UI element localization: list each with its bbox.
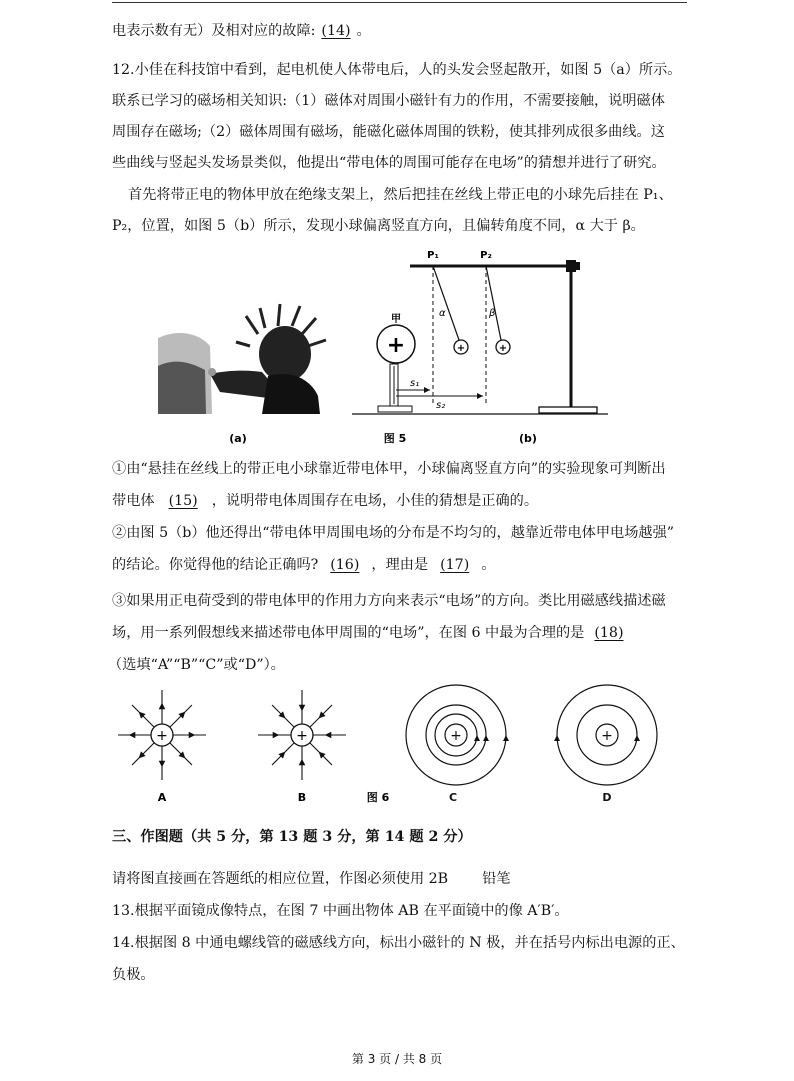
line-14-text: 电表示数有无）及相对应的故障: <box>112 23 316 39</box>
sub3-line2 <box>112 624 692 642</box>
fig6-label-a: A <box>157 791 167 804</box>
fig6-option-a <box>118 690 206 804</box>
sub3-line3: （选填“A”“B”“C”或“D”）。 <box>108 657 285 673</box>
blank-16: (16) <box>330 557 360 573</box>
sub2-line2 <box>112 556 692 574</box>
fig5-label-p2: P₂ <box>480 250 492 261</box>
fig5-label-alpha: α <box>439 308 446 319</box>
fig6-option-c <box>406 685 509 804</box>
fig5-label-beta: β <box>489 308 496 319</box>
q12-line6: P₂，位置，如图 5（b）所示，发现小球偏离竖直方向，且偏转角度不同，α 大于 β。 <box>112 218 645 234</box>
sub1-text-b: ，说明带电体周围存在电场，小佳的猜想是正确的。 <box>211 493 539 509</box>
instruction-text: 请将图直接画在答题纸的相应位置，作图必须使用 2B <box>112 871 449 887</box>
fig5-caption-a: (a) <box>229 432 247 445</box>
fig6-label-b: B <box>297 791 307 804</box>
fig6-label-c: C <box>448 791 458 804</box>
q14-line2: 负极。 <box>112 967 155 983</box>
fig5a-photo <box>158 304 326 414</box>
sub2-text-b: ，理由是 <box>371 557 429 573</box>
fig6-a-plus: + <box>156 728 168 744</box>
q12-line5: 首先将带正电的物体甲放在绝缘支架上，然后把挂在丝线上带正电的小球先后挂在 P₁、 <box>128 187 673 203</box>
blank-17: (17) <box>440 557 470 573</box>
fig5-jia-plus: + <box>386 333 406 358</box>
top-rule <box>112 2 687 3</box>
line-14-tail: 。 <box>356 23 371 39</box>
fig6-option-d <box>554 685 657 804</box>
sub1-text-a: 带电体 <box>112 493 155 509</box>
fig5-caption-b: (b) <box>519 432 537 445</box>
page-footer: 第 3 页 / 共 8 页 <box>351 1052 443 1066</box>
q12-line3: 周围存在磁场;（2）磁体周围有磁场，能磁化磁体周围的铁粉，使其排列成很多曲线。这 <box>112 124 665 140</box>
q12-line2: 联系已学习的磁场相关知识:（1）磁体对周围小磁针有力的作用，不需要接触，说明磁体 <box>112 93 665 109</box>
sub3-line1: ③如果用正电荷受到的带电体甲的作用力方向来表示“电场”的方向。类比用磁感线描述磁 <box>112 593 666 609</box>
fig5-ball2-plus: + <box>498 343 508 354</box>
q13-line: 13.根据平面镜成像特点，在图 7 中画出物体 AB 在平面镜中的像 A′B′。 <box>112 903 569 919</box>
fig5-ball1-plus: + <box>456 343 466 354</box>
fig5-caption: 图 5 <box>383 432 407 445</box>
fig5-label-s1: s₁ <box>410 378 420 389</box>
fig6-d-plus: + <box>601 728 613 744</box>
fig6-label-d: D <box>602 791 612 804</box>
blank-18: (18) <box>594 625 624 641</box>
sub1-line1: ①由“悬挂在丝线上的带正电小球靠近带电体甲，小球偏离竖直方向”的实验现象可判断出 <box>112 461 666 477</box>
figure-5 <box>150 246 610 451</box>
sub2-text-a: 的结论。你觉得他的结论正确吗? <box>112 557 319 573</box>
fig5-label-p1: P₁ <box>427 250 439 261</box>
blank-14: (14) <box>321 23 351 39</box>
blank-15: (15) <box>168 493 198 509</box>
q12-line4: 些曲线与竖起头发场景类似，他提出“带电体的周围可能存在电场”的猜想并进行了研究。 <box>112 155 666 171</box>
q12-line1: 12.小佳在科技馆中看到，起电机使人体带电后，人的头发会竖起散开，如图 5（a）所示。 <box>112 62 682 78</box>
section-3-title: 三、作图题（共 5 分，第 13 题 3 分，第 14 题 2 分） <box>112 829 472 845</box>
fig6-b-plus: + <box>296 728 308 744</box>
sub3-text-a: 场，用一系列假想线来描述带电体甲周围的“电场”，在图 6 中最为合理的是 <box>112 625 585 641</box>
fig6-caption: 图 6 <box>366 791 390 804</box>
fig5-label-jia: 甲 <box>391 314 401 325</box>
fig6-c-plus: + <box>450 728 462 744</box>
fig6-option-b <box>258 690 346 804</box>
sub2-text-c: 。 <box>481 557 496 573</box>
line-14 <box>112 22 692 40</box>
figure-6 <box>104 680 684 810</box>
sub2-line1: ②由图 5（b）他还得出“带电体甲周围电场的分布是不均匀的，越靠近带电体甲电场越强” <box>112 525 675 541</box>
sub1-line2 <box>112 492 692 510</box>
fig5-label-s2: s₂ <box>436 400 446 411</box>
q14-line1: 14.根据图 8 中通电螺线管的磁感线方向，标出小磁针的 N 极，并在括号内标出电源的正、 <box>112 935 685 951</box>
fig5b-apparatus <box>352 250 608 414</box>
instruction-line <box>112 870 692 888</box>
instruction-tail: 铅笔 <box>482 871 511 887</box>
